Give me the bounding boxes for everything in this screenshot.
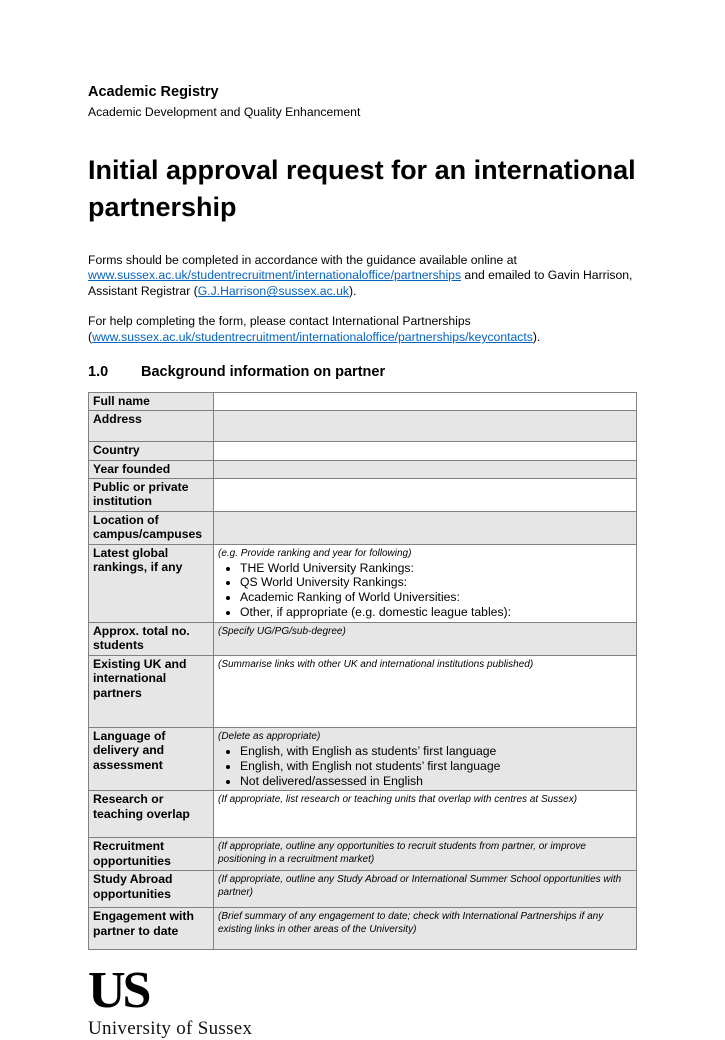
table-row	[89, 655, 637, 727]
row-value-cell[interactable]	[214, 544, 637, 623]
table-row	[89, 411, 637, 442]
intro-text: ).	[532, 329, 541, 344]
table-row	[89, 544, 637, 623]
bullet-item: • English, with English not students’ first language	[240, 759, 632, 774]
row-label: Country	[89, 442, 214, 460]
row-value-cell[interactable]	[214, 411, 637, 442]
background-table	[88, 392, 637, 950]
bullet-item: • Not delivered/assessed in English	[240, 774, 632, 789]
table-row	[89, 442, 637, 460]
table-row	[89, 460, 637, 478]
row-value-cell[interactable]	[214, 838, 637, 871]
row-label: Existing UK and international partners	[89, 655, 214, 727]
intro-text: ).	[348, 284, 357, 299]
row-label: Public or private institution	[89, 479, 214, 512]
row-value-cell[interactable]	[214, 442, 637, 460]
intro-paragraph-1	[88, 253, 637, 301]
table-row	[89, 392, 637, 410]
table-row	[89, 838, 637, 871]
table-row	[89, 479, 637, 512]
department-header	[88, 84, 637, 120]
cell-guidance-note: (Delete as appropriate)	[218, 730, 321, 742]
row-label: Research or teaching overlap	[89, 791, 214, 838]
registrar-email-link[interactable]: G.J.Harrison@sussex.ac.uk	[197, 284, 349, 299]
intro-text: Forms should be completed in accordance with the guidance available online at	[88, 252, 517, 267]
row-label: Approx. total no. students	[89, 623, 214, 656]
row-label: Year founded	[89, 460, 214, 478]
bullet-item: • Academic Ranking of World Universities:	[240, 590, 632, 605]
cell-guidance-note: (Brief summary of any engagement to date; check with International Partnerships if any existing links in other areas of the University)	[218, 911, 604, 936]
row-label: Latest global rankings, if any	[89, 544, 214, 623]
row-value-cell[interactable]	[214, 655, 637, 727]
table-row	[89, 623, 637, 656]
cell-bullet-list	[240, 744, 632, 789]
table-row	[89, 871, 637, 908]
partnerships-guidance-link[interactable]: www.sussex.ac.uk/studentrecruitment/internationaloffice/partnerships	[88, 268, 462, 283]
bullet-item: • English, with English as students’ first language	[240, 744, 632, 759]
row-label: Address	[89, 411, 214, 442]
cell-guidance-note: (If appropriate, list research or teaching units that overlap with centres at Sussex)	[218, 794, 578, 806]
intro-text: For help completing the form, please contact International Partnerships (	[88, 314, 471, 344]
cell-guidance-note: (Specify UG/PG/sub-degree)	[218, 626, 346, 638]
row-value-cell[interactable]	[214, 727, 637, 791]
cell-guidance-note: (If appropriate, outline any opportunities to recruit students from partner, or improve positioning in a recruitment market)	[218, 841, 586, 866]
row-value-cell[interactable]	[214, 392, 637, 410]
cell-guidance-note: (e.g. Provide ranking and year for following)	[218, 547, 412, 559]
university-logo	[88, 962, 637, 1039]
cell-guidance-note: (If appropriate, outline any Study Abroad or International Summer School opportunities with partner)	[218, 874, 622, 899]
cell-bullet-list	[240, 561, 632, 621]
row-value-cell[interactable]	[214, 791, 637, 838]
row-label: Full name	[89, 392, 214, 410]
row-label: Study Abroad opportunities	[89, 871, 214, 908]
table-row	[89, 727, 637, 791]
row-value-cell[interactable]	[214, 871, 637, 908]
table-row	[89, 791, 637, 838]
university-name: University of Sussex	[88, 1017, 253, 1039]
bullet-item: • Other, if appropriate (e.g. domestic league tables):	[240, 605, 632, 620]
table-row	[89, 908, 637, 950]
intro-text: and emailed to Gavin Harrison, Assistant Registrar (	[88, 268, 633, 299]
row-label: Language of delivery and assessment	[89, 727, 214, 791]
keycontacts-link[interactable]: www.sussex.ac.uk/studentrecruitment/internationaloffice/partnerships/keycontacts	[92, 329, 533, 344]
row-value-cell[interactable]	[214, 460, 637, 478]
bullet-item: • THE World University Rankings:	[240, 561, 632, 576]
table-row	[89, 511, 637, 544]
us-logo-mark: US	[88, 962, 149, 1020]
bullet-item: • QS World University Rankings:	[240, 575, 632, 590]
row-label: Location of campus/campuses	[89, 511, 214, 544]
dept-name: Academic Development and Quality Enhancement	[88, 105, 361, 120]
section-heading-label: Background information on partner	[141, 363, 386, 380]
row-value-cell[interactable]	[214, 479, 637, 512]
row-label: Engagement with partner to date	[89, 908, 214, 950]
page-title: Initial approval request for an international partnership	[88, 155, 636, 223]
row-label: Recruitment opportunities	[89, 838, 214, 871]
org-name: Academic Registry	[88, 84, 219, 100]
section-number: 1.0	[88, 363, 109, 380]
row-value-cell[interactable]	[214, 511, 637, 544]
intro-paragraph-2	[88, 314, 637, 346]
section-heading	[88, 364, 637, 380]
row-value-cell[interactable]	[214, 623, 637, 656]
row-value-cell[interactable]	[214, 908, 637, 950]
cell-guidance-note: (Summarise links with other UK and international institutions published)	[218, 658, 534, 670]
background-table-body	[89, 392, 637, 949]
